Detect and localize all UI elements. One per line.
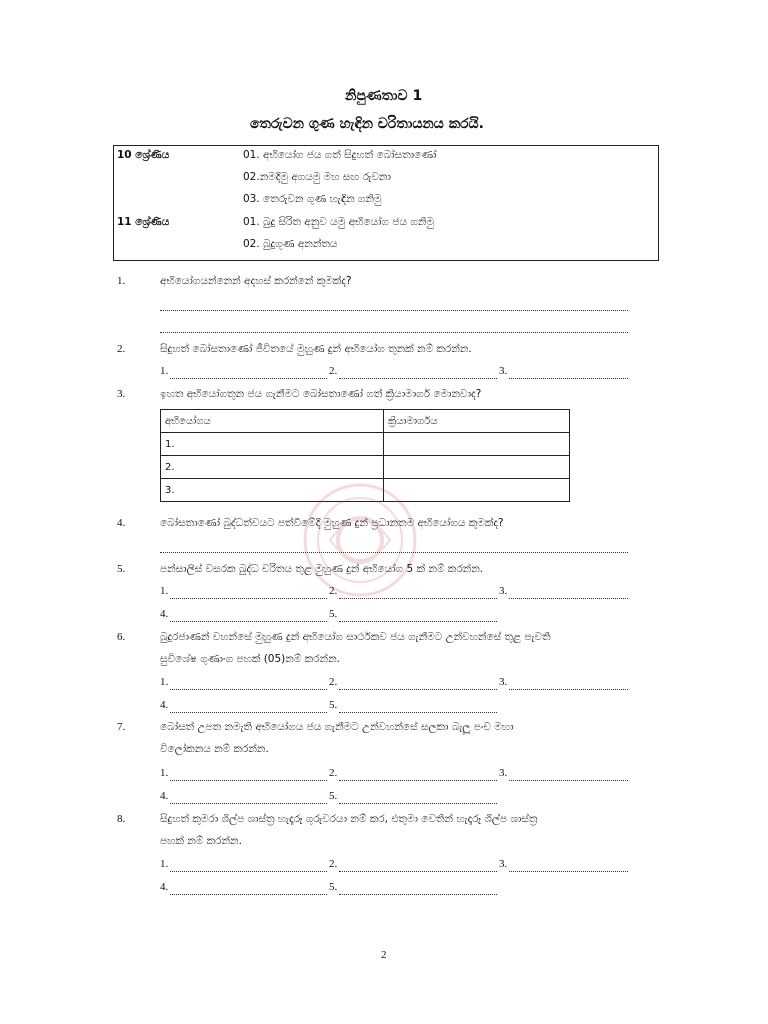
table-header: අභියෝගය [161, 410, 384, 433]
answer-line[interactable] [170, 871, 327, 872]
table-header: ක්‍රියාමාර්ගය [384, 410, 570, 433]
question-text-continued: සුවිශේෂ ගුණාංග පහක් (05)නම් කරන්න. [160, 653, 340, 665]
blank-label: 3. [499, 767, 508, 779]
question-text: බෝසතාණෝ බුද්ධත්වයට පත්වීමේදී මුහුණ දුන් ප්‍රධානතම අභියෝගය කුමක්ද? [160, 517, 504, 529]
question-text: බුදුරජාණන් වහන්සේ මුහුණ දුන් අභියෝග සාර්ථකව ජය ගැනීමට උන්වහන්සේ තුළ පැවති [160, 631, 551, 643]
blank-label: 2. [329, 767, 338, 779]
answer-line[interactable] [339, 598, 497, 599]
answer-line[interactable] [509, 598, 628, 599]
question-text-continued: විලෝකනය නම් කරන්න. [160, 743, 269, 755]
blank-label: 1. [160, 365, 169, 377]
blank-label: 5. [329, 699, 338, 711]
answer-line[interactable] [170, 712, 327, 713]
question-number: 1. [117, 275, 126, 287]
question-number: 6. [117, 631, 126, 643]
blank-label: 3. [499, 365, 508, 377]
answer-line[interactable] [170, 621, 327, 622]
answer-line[interactable] [170, 780, 327, 781]
question-text: සිදුහත් බෝසතාණෝ ජීවිතයේ මුහුණ දුන් අභියෝග තුනක් නම් කරන්න. [160, 343, 472, 355]
table-cell[interactable]: 1. [161, 433, 384, 456]
question-text: ඉහත අභියෝගතුන ජය ගැනීමට බෝසතාණෝ ගත් ක්‍රියාමාර්ග මොනවාද? [160, 388, 482, 400]
blank-label: 4. [160, 790, 169, 802]
competency-title: නිපුණතාව 1 [345, 88, 423, 104]
answer-line[interactable] [339, 780, 497, 781]
question-text: අභියෝගයන්නෙන් අදහස් කරන්නේ කුමක්ද? [160, 275, 352, 287]
answer-line[interactable] [509, 378, 628, 379]
answer-line[interactable] [339, 712, 497, 713]
question-text-continued: පහක් නම් කරන්න. [160, 835, 242, 847]
blank-label: 1. [160, 585, 169, 597]
answer-line[interactable] [170, 598, 327, 599]
blank-label: 1. [160, 767, 169, 779]
question-number: 5. [117, 563, 126, 575]
grade-11-item: 02. බුදුගුණ අනන්තය [243, 238, 338, 250]
answer-line[interactable] [160, 332, 628, 333]
answer-line[interactable] [339, 378, 497, 379]
question-number: 8. [117, 813, 126, 825]
question-number: 4. [117, 517, 126, 529]
question-number: 3. [117, 388, 126, 400]
table-cell[interactable]: 2. [161, 456, 384, 479]
blank-label: 2. [329, 585, 338, 597]
watermark-seal [300, 480, 420, 600]
table-cell[interactable] [384, 433, 570, 456]
grade-10-item: 03. තෙරුවන ගුණ හැඳින ගනිමු [243, 193, 382, 205]
answer-line[interactable] [339, 871, 497, 872]
table-cell[interactable]: 3. [161, 479, 384, 502]
blank-label: 1. [160, 676, 169, 688]
answer-line[interactable] [170, 803, 327, 804]
blank-label: 1. [160, 858, 169, 870]
grade-11-label: 11 ශ්‍රේණිය [117, 216, 170, 228]
blank-label: 5. [329, 790, 338, 802]
blank-label: 3. [499, 676, 508, 688]
answer-line[interactable] [170, 894, 327, 895]
answer-line[interactable] [170, 378, 327, 379]
blank-label: 5. [329, 608, 338, 620]
question-text: බෝසත් උපත නමැති අභියෝගය ජය ගැනීමට උන්වහන්සේ සලකා බැලූ පංච මහා [160, 721, 514, 733]
grade-10-label: 10 ශ්‍රේණිය [117, 149, 170, 161]
question-text: පන්සාලිස් වසරක බුද්ධ චරිතය තුළ මුහුණ දුන් අභියෝග 5 ක් නම් කරන්න. [160, 563, 484, 575]
answer-line[interactable] [509, 780, 628, 781]
answer-line[interactable] [170, 689, 327, 690]
page-number: 2 [381, 949, 387, 961]
answer-line[interactable] [339, 803, 497, 804]
answer-line[interactable] [339, 894, 497, 895]
page-subtitle: තෙරුවන ගුණ හැඳින චරිතායනය කරයි. [250, 116, 484, 132]
grade-summary-box [113, 145, 659, 261]
question-number: 2. [117, 343, 126, 355]
blank-label: 3. [499, 858, 508, 870]
blank-label: 2. [329, 365, 338, 377]
answer-line[interactable] [509, 871, 628, 872]
answer-line[interactable] [509, 689, 628, 690]
blank-label: 2. [329, 676, 338, 688]
answer-line[interactable] [160, 552, 628, 553]
blank-label: 2. [329, 858, 338, 870]
question-number: 7. [117, 721, 126, 733]
blank-label: 4. [160, 881, 169, 893]
answer-line[interactable] [339, 689, 497, 690]
blank-label: 3. [499, 585, 508, 597]
question-text: සිදුහත් කුමරා ශිල්ප ශාස්ත්‍ර හැදෑරූ ගුරුවරයා නම් කර, එතුමා වෙතින් හැදෑරූ ශිල්ප ශාස්ත්‍ර [160, 813, 538, 825]
grade-10-item: 02.නමදිමු අගයමු මහ සඟ රුවනා [243, 171, 391, 183]
grade-11-item: 01. බුදු සිරිත අනුව යමු අභියෝග ජය ගනිමු [243, 216, 434, 228]
blank-label: 4. [160, 699, 169, 711]
answer-line[interactable] [160, 310, 628, 311]
grade-10-item: 01. අභියෝග ජය ගත් සිදුහත් බෝසතාණෝ [243, 149, 437, 161]
table-cell[interactable] [384, 456, 570, 479]
answer-line[interactable] [339, 621, 497, 622]
blank-label: 5. [329, 881, 338, 893]
blank-label: 4. [160, 608, 169, 620]
